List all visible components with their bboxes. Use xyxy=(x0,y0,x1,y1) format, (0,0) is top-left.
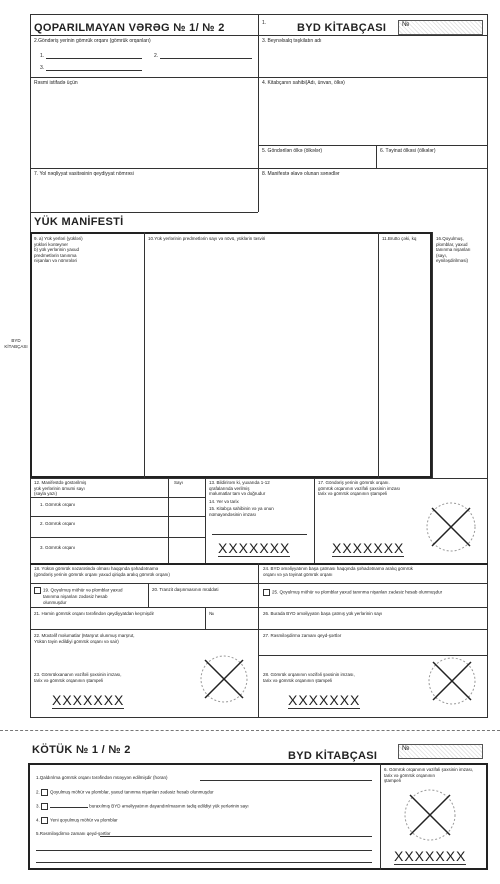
box-22-line: Yükün təyin edildiyi gömrük orqanı və sair) xyxy=(34,638,119,644)
divider xyxy=(258,14,259,174)
box-17-line: gömrük orqanının vəzifəli şəxsinin imzası xyxy=(318,485,401,491)
divider xyxy=(376,145,377,168)
placeholder-text: XXXXXXX xyxy=(218,540,291,556)
col-9-line: predmetlərin tanınma xyxy=(34,252,77,258)
stub-byd-title: BYD KİTABÇASI xyxy=(288,750,378,762)
box-19-label xyxy=(34,587,123,605)
stamp-cross-17 xyxy=(424,500,478,554)
box-4-label: 4. Kitabçanın sahibi(Adı, ünvan, ölkə) xyxy=(262,80,345,86)
box-23-line: tarix və gömrük orqanının ştampeli xyxy=(34,677,104,683)
box-2-label: 2.Göndəriş yerinin gömrük orqanı (gömrük orqanları) xyxy=(34,38,151,44)
count-label: Sayı xyxy=(174,480,184,485)
stub-row-3: 3. buraxılmış BYD əməliyyatının dayandırılmasının tədiq edildiyi yük yerlərinin sayı xyxy=(36,803,249,809)
checkbox[interactable] xyxy=(41,803,48,810)
box-27-label: 27. Rəsmiləşdirmə zamanı qeyd-şərtlər xyxy=(263,633,342,638)
divider xyxy=(432,232,433,478)
stub-number-field[interactable] xyxy=(398,744,483,759)
divider xyxy=(258,145,488,146)
box-28-line: 28. Gömrük orqanının vəzifəli şəxsinin imzası, xyxy=(263,672,355,677)
box-23-line: 23. Gömrükxananın vəzifəli şəxsinin imzası, xyxy=(34,672,122,677)
box-28-label xyxy=(263,672,355,683)
stub-box-6-line: ştampeli xyxy=(384,778,401,783)
stub-num: 3. xyxy=(36,803,40,809)
divider xyxy=(314,478,315,563)
placeholder-text: XXXXXXX xyxy=(394,848,467,864)
checkbox[interactable] xyxy=(263,589,270,596)
stub-row-5: 5.Rəsmiləşdirmə zamanı qeyd-şərtlər xyxy=(36,831,111,836)
byd-title: BYD KİTABÇASI xyxy=(297,22,387,34)
divider xyxy=(144,232,145,478)
side-label xyxy=(2,338,30,349)
stub-field-5a[interactable] xyxy=(100,836,372,837)
box-13-line: qrafalarında verilmiş xyxy=(209,485,250,491)
divider xyxy=(205,478,206,563)
side-label-line: KİTABÇASI xyxy=(4,343,28,349)
divider xyxy=(30,516,205,517)
box-25-label: 25. Qoyulmuş möhür və plomblar yaxud tanınma nişanları zədəsiz hesab olunmuşdur xyxy=(263,589,442,596)
box-12-label xyxy=(34,480,86,497)
box-12-line: 12. Manifestdə göstərilmiş xyxy=(34,480,87,485)
box-2-field-3[interactable] xyxy=(46,70,142,71)
divider xyxy=(380,763,381,870)
stamp-cross-stub xyxy=(402,787,458,843)
divider xyxy=(30,478,488,479)
box-2-num2: 2. xyxy=(154,53,159,59)
placeholder-text: XXXXXXX xyxy=(332,540,405,556)
col-16-header xyxy=(436,236,471,264)
box-28-line: tarix və gömrük orqanının ştampeli xyxy=(263,677,333,683)
box-7-label: 7. Yol nəqliyyat vasitəsinin qeydiyyat nömrəsi xyxy=(34,171,134,177)
box-2-field-2[interactable] xyxy=(160,58,252,59)
divider xyxy=(30,583,258,584)
divider xyxy=(258,629,488,630)
col-16-line: (sayı, xyxy=(436,252,448,258)
stub-field-5b[interactable] xyxy=(36,850,372,851)
divider xyxy=(30,497,205,498)
divider xyxy=(258,563,259,718)
box-23-label xyxy=(34,672,122,683)
customs-row-2: 2. Gömrük orqanı xyxy=(40,521,76,526)
byd-label-box: 1. xyxy=(262,20,267,26)
side-label-line: BYD xyxy=(11,338,21,343)
box-17-label xyxy=(318,480,400,497)
checkbox[interactable] xyxy=(41,789,48,796)
stub-row-1: 1.Qaldırılma gömrük orqanı tərəfindən müəyyən edilmişdir (horan) xyxy=(36,775,168,780)
col-11-header: 11.Brutto çəki, kq xyxy=(382,236,417,241)
checkbox[interactable] xyxy=(34,587,41,594)
divider xyxy=(30,77,488,78)
divider xyxy=(168,478,169,563)
manifest-table xyxy=(30,232,432,478)
box-19-line: tanınma nişanları zədəsiz hesab xyxy=(43,594,108,599)
box-5-label: 5. Göndərilən ölkə (ölkələr) xyxy=(262,148,323,154)
placeholder-text: XXXXXXX xyxy=(52,692,125,708)
col-16-line: tanınma nişanları xyxy=(436,247,471,252)
divider xyxy=(30,537,205,538)
box-14-label: 14. Yer və tarix xyxy=(209,499,239,504)
box-18-label xyxy=(34,566,170,577)
col-10-header: 10.Yük yerlərinin predmetlərin sayı və növü, yüklərin təsviri xyxy=(148,236,266,241)
stub-box-6-line: 6. Gömrük orqanının vəzifəli şəxsinin imzası, xyxy=(384,767,474,772)
divider xyxy=(258,583,488,584)
box-15-line: 15. Kitabça sahibinin və ya onun xyxy=(209,506,274,511)
box-2-num3: 3. xyxy=(40,65,45,71)
stub-row-4: 4. Yeni qoyulmuş möhür və plomblar xyxy=(36,817,118,823)
number-label: № xyxy=(209,611,214,616)
box-13-label xyxy=(209,480,270,497)
signature-line[interactable] xyxy=(212,534,307,535)
box-12-line: yük yerlərinin ümumi sayı xyxy=(34,485,85,491)
box-17-line: 17. Göndəriş yerinin gömrük orqanı. xyxy=(318,480,390,485)
box-21-label: 21. Həmin gömrük orqanı tərəfindən qeydiyyatdan keçmişdir xyxy=(34,611,155,616)
stub-field-1[interactable] xyxy=(200,780,372,781)
divider xyxy=(205,607,206,629)
box-12-line: (sayla yazı) xyxy=(34,491,58,496)
box-3-label: 3. Beynəlxalq təşkilatın adı xyxy=(262,38,322,44)
col-9-line: 9. a) Yük yerləri (yükləri) xyxy=(34,236,83,241)
box-15-line: nümayəndəsinin imzası xyxy=(209,511,257,517)
stamp-cross-23 xyxy=(198,653,250,705)
col-16-line: eyniləşdirilməsi) xyxy=(436,258,469,263)
divider xyxy=(258,168,259,212)
col-16-line: 16.Qoyulmuş, xyxy=(436,236,464,241)
placeholder-text: XXXXXXX xyxy=(288,692,361,708)
number-label: № xyxy=(402,21,410,28)
number-field[interactable] xyxy=(398,20,483,35)
col-9-header xyxy=(34,236,83,264)
box-17-line: tarix və gömrük orqanının ştampeli xyxy=(318,491,388,496)
box-26-label: 26. Burada BYD əməliyyatın başa çatmış yük yerlərinin sayı xyxy=(263,611,383,616)
col-16-line: plomblar, yaxud xyxy=(436,241,468,247)
divider xyxy=(378,232,379,478)
box-15-label xyxy=(209,506,274,517)
box-24-line: 24. BYD əməliyyatının başa çatması haqqında şəhadətnamə aralıq gömrük xyxy=(263,566,413,571)
box-6-label: 6. Təyinat ölkəsi (ölkələr) xyxy=(380,148,436,154)
divider xyxy=(30,212,258,213)
stub-box-6-line: tarix və gömrük orqanının xyxy=(384,772,436,778)
manifest-title: YÜK MANİFESTİ xyxy=(34,216,124,228)
box-2-num1: 1. xyxy=(40,53,45,59)
official-use-label: Rəsmi istifadə üçün xyxy=(34,80,78,86)
divider xyxy=(30,563,488,565)
stub-field-5c[interactable] xyxy=(36,862,372,863)
col-9-line: yükləri konteyner xyxy=(34,241,69,247)
box-22-label xyxy=(34,633,135,644)
box-19-line: 19. Qoyulmuş möhür və plomblar yaxud xyxy=(34,587,123,594)
box-22-line: 22. Müxtəlif məlumatlar (Marşrut olunmuş marşrut, xyxy=(34,633,135,638)
stub-num: 2. xyxy=(36,789,40,795)
col-9-line: b) yük yerlərinin yaxud xyxy=(34,247,80,252)
box-13-line: məlumatlar tam və doğrudur xyxy=(209,491,266,496)
box-18-line: 18. Yükün gömrük nəzarətində olması haqqında şəhadətnamə xyxy=(34,566,159,571)
customs-row-1: 1. Gömrük orqanı xyxy=(40,502,76,507)
col-9-line: nişanları və nömrələri xyxy=(34,258,78,263)
stamp-cross-28 xyxy=(426,655,478,707)
checkbox[interactable] xyxy=(41,817,48,824)
customs-row-3: 3. Gömrük orqanı xyxy=(40,545,76,550)
perforation-line xyxy=(0,730,500,731)
divider xyxy=(30,168,488,169)
divider xyxy=(258,607,488,608)
box-24-line: orqanı və ya təyinat gömrük orqanı xyxy=(263,571,333,577)
form-title: QOPARILMAYAN VƏRƏG № 1/ № 2 xyxy=(34,22,225,34)
stub-title: KÖTÜK № 1 / № 2 xyxy=(32,744,131,756)
box-2-field-1[interactable] xyxy=(46,58,142,59)
box-18-line: (göndəriş yerinin gömrük orqanı yaxud qiriqda aralıq gömrük orqanı) xyxy=(34,571,170,577)
number-label: № xyxy=(402,745,410,752)
stub-row-2: 2. Qoyulmuş möhür və plomblar, yaxud tanınma nişanları zədəsiz hesab olunmuşdur xyxy=(36,789,214,795)
stub-num: 4. xyxy=(36,817,40,823)
stub-box-6-label xyxy=(384,767,473,784)
box-8-label: 8. Manifestə əlavə olunan sənədlər xyxy=(262,171,340,177)
divider xyxy=(30,607,258,608)
divider xyxy=(30,35,488,36)
box-19-line: olunmuşdur xyxy=(43,599,67,605)
box-20-label: 20. Tranzit daşınmasının müddəti xyxy=(152,587,219,592)
box-24-label xyxy=(263,566,413,577)
box-13-line: 13. Bildirirəm ki, yuxarıda 1-12 xyxy=(209,480,270,485)
divider xyxy=(148,583,149,607)
divider xyxy=(30,629,258,630)
